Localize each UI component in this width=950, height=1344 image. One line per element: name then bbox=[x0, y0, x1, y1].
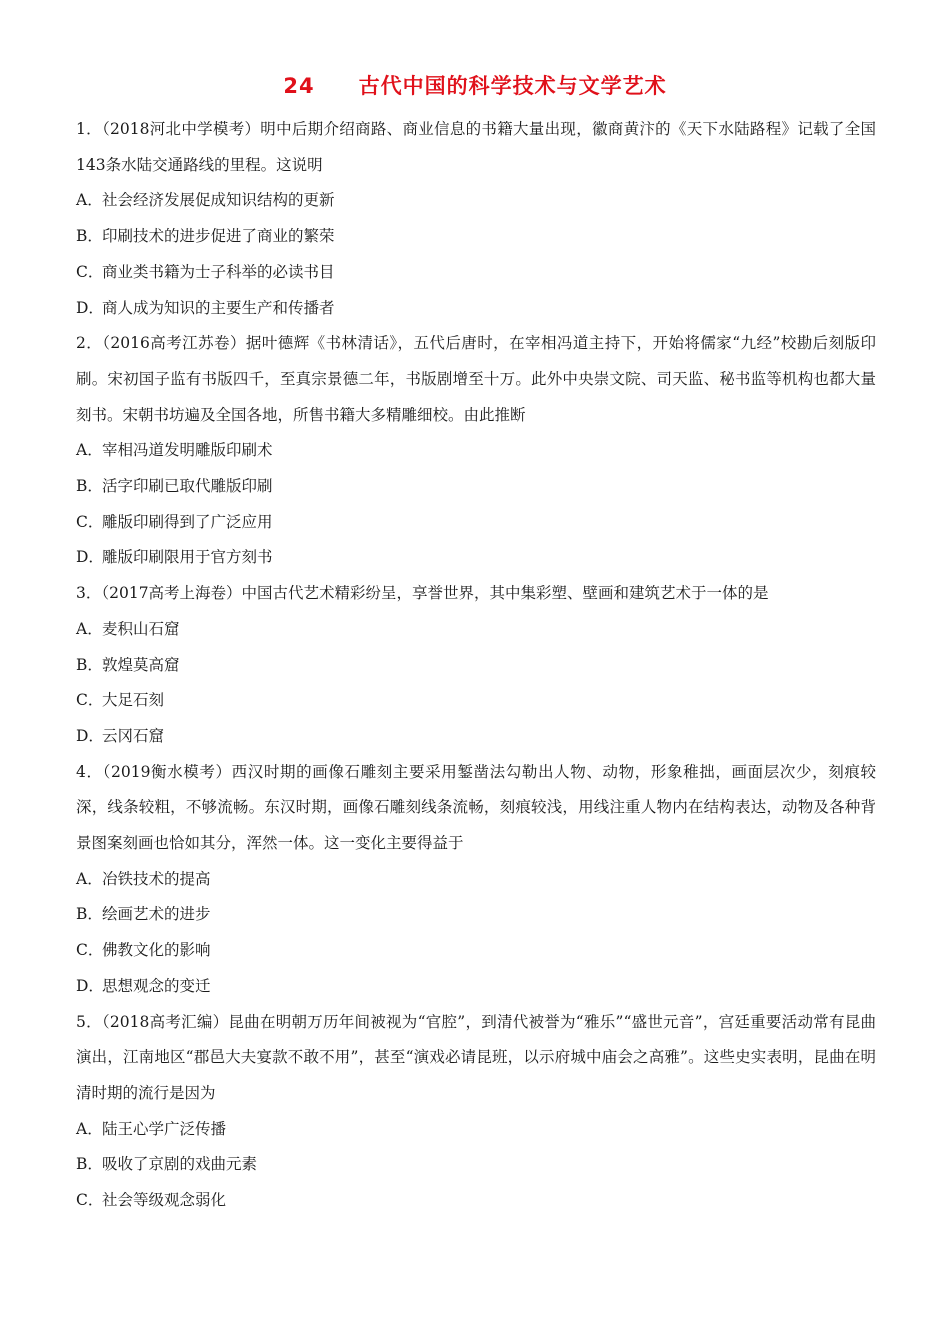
answer-option bbox=[76, 469, 876, 505]
option-letter: C． bbox=[76, 1191, 104, 1210]
option-letter: C． bbox=[76, 262, 104, 281]
answer-option bbox=[76, 683, 876, 719]
question-stem: 3．（2017高考上海卷）中国古代艺术精彩纷呈，享誉世界，其中集彩塑、壁画和建筑艺术于一体的是 bbox=[76, 584, 769, 603]
option-letter: C． bbox=[76, 691, 104, 710]
option-text: 绘画艺术的进步 bbox=[102, 905, 211, 924]
option-text: 印刷技术的进步促进了商业的繁荣 bbox=[102, 227, 335, 246]
option-text: 冶铁技术的提高 bbox=[102, 869, 211, 888]
option-letter: B． bbox=[76, 655, 103, 674]
question-stem: 4．（2019衡水模考）西汉时期的画像石雕刻主要采用錾凿法勾勒出人物、动物，形象稚拙，画面层次少，刻痕较深，线条较粗，不够流畅。东汉时期，画像石雕刻线条流畅，刻痕较浅，用线注重人物内在结构表达，动物及各种背景图案刻画也恰如其分，浑然一体。这一变化主要得益于 bbox=[76, 762, 876, 853]
option-text: 思想观念的变迁 bbox=[102, 976, 211, 995]
page-title bbox=[0, 70, 950, 100]
option-text: 商人成为知识的主要生产和传播者 bbox=[102, 298, 335, 317]
option-text: 吸收了京剧的戏曲元素 bbox=[102, 1155, 258, 1174]
answer-option bbox=[76, 1183, 876, 1219]
option-letter: A． bbox=[76, 1119, 103, 1138]
answer-option bbox=[76, 648, 876, 684]
question-stem: 1．（2018河北中学模考）明中后期介绍商路、商业信息的书籍大量出现，徽商黄汴的《天下水陆路程》记载了全国143条水陆交通路线的里程。这说明 bbox=[76, 120, 876, 174]
question-block bbox=[76, 112, 876, 326]
option-letter: D． bbox=[76, 548, 104, 567]
option-letter: B． bbox=[76, 227, 103, 246]
title-number: 24 bbox=[283, 74, 315, 98]
answer-option bbox=[76, 719, 876, 755]
answer-option bbox=[76, 433, 876, 469]
option-letter: B． bbox=[76, 1155, 103, 1174]
answer-option bbox=[76, 183, 876, 219]
option-letter: B． bbox=[76, 905, 103, 924]
option-text: 宰相冯道发明雕版印刷术 bbox=[102, 441, 273, 460]
option-text: 活字印刷已取代雕版印刷 bbox=[102, 477, 273, 496]
option-letter: A． bbox=[76, 441, 103, 460]
option-letter: D． bbox=[76, 298, 104, 317]
answer-option bbox=[76, 933, 876, 969]
answer-option bbox=[76, 219, 876, 255]
question-block bbox=[76, 1005, 876, 1219]
question-stem: 2．（2016高考江苏卷）据叶德辉《书林清话》，五代后唐时，在宰相冯道主持下，开始将儒家“九经”校勘后刻版印刷。宋初国子监有书版四千，至真宗景德二年，书版剧增至十万。此外中央崇文院、司天监、秘书监等机构也都大量刻书。宋朝书坊遍及全国各地，所售书籍大多精雕细校。由此推断 bbox=[76, 334, 876, 424]
option-letter: D． bbox=[76, 976, 104, 995]
option-text: 佛教文化的影响 bbox=[102, 941, 211, 960]
answer-option bbox=[76, 540, 876, 576]
option-letter: A． bbox=[76, 869, 103, 888]
option-text: 雕版印刷得到了广泛应用 bbox=[102, 512, 273, 531]
option-letter: C． bbox=[76, 941, 104, 960]
answer-option bbox=[76, 897, 876, 933]
option-text: 雕版印刷限用于官方刻书 bbox=[102, 548, 273, 567]
answer-option bbox=[76, 255, 876, 291]
option-text: 麦积山石窟 bbox=[102, 619, 180, 638]
option-text: 敦煌莫高窟 bbox=[102, 655, 180, 674]
answer-option bbox=[76, 291, 876, 327]
option-text: 大足石刻 bbox=[102, 691, 165, 710]
option-text: 社会经济发展促成知识结构的更新 bbox=[102, 191, 335, 210]
answer-option bbox=[76, 505, 876, 541]
title-text: 古代中国的科学技术与文学艺术 bbox=[358, 74, 667, 98]
option-letter: D． bbox=[76, 726, 104, 745]
answer-option bbox=[76, 612, 876, 648]
option-letter: A． bbox=[76, 619, 103, 638]
answer-option bbox=[76, 1112, 876, 1148]
answer-option bbox=[76, 862, 876, 898]
question-block bbox=[76, 576, 876, 755]
option-letter: C． bbox=[76, 512, 104, 531]
question-block bbox=[76, 755, 876, 1005]
option-text: 陆王心学广泛传播 bbox=[102, 1119, 227, 1138]
question-list bbox=[76, 112, 876, 1219]
option-text: 社会等级观念弱化 bbox=[102, 1191, 227, 1210]
answer-option bbox=[76, 1147, 876, 1183]
option-letter: A． bbox=[76, 191, 103, 210]
option-text: 云冈石窟 bbox=[102, 726, 165, 745]
option-letter: B． bbox=[76, 477, 103, 496]
answer-option bbox=[76, 969, 876, 1005]
question-block bbox=[76, 326, 876, 576]
question-stem: 5．（2018高考汇编）昆曲在明朝万历年间被视为“官腔”，到清代被誉为“雅乐”“盛世元音”，宫廷重要活动常有昆曲演出，江南地区“郡邑大夫宴款不敢不用”，甚至“演戏必请昆班，以示府城中庙会之高雅”。这些史实表明，昆曲在明清时期的流行是因为 bbox=[76, 1012, 876, 1102]
option-text: 商业类书籍为士子科举的必读书目 bbox=[102, 262, 335, 281]
